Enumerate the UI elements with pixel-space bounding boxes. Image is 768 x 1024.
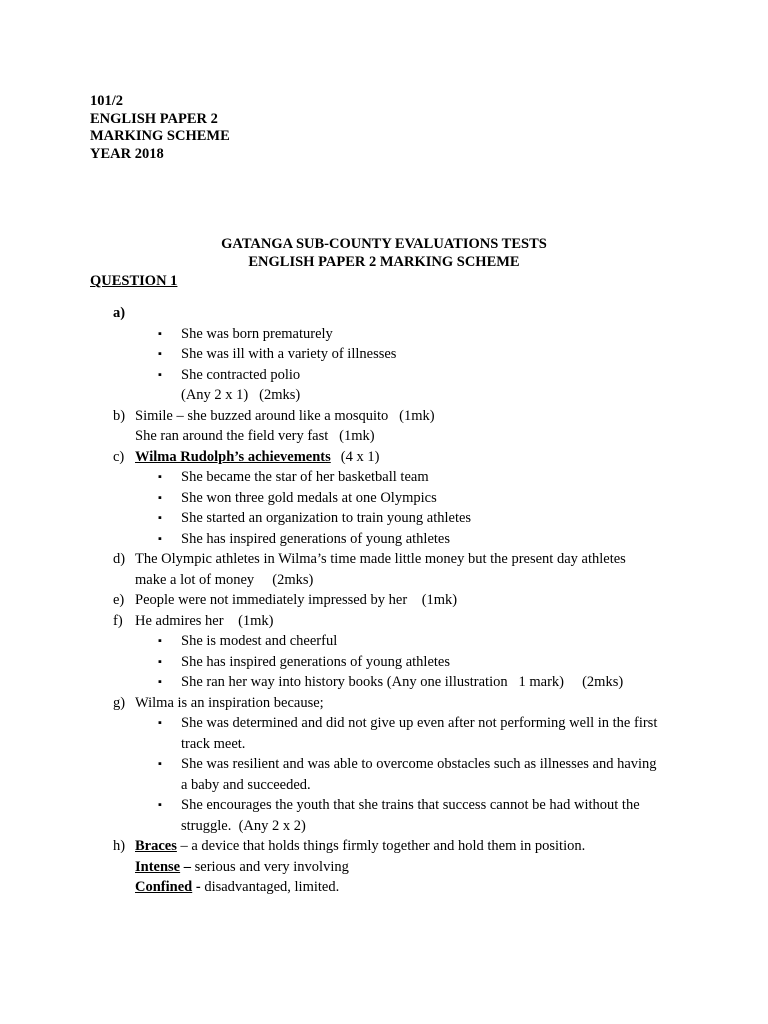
- bullet-icon: ▪: [158, 676, 162, 688]
- vocab-definition: serious and very involving: [191, 858, 349, 875]
- bullet-icon: ▪: [158, 368, 162, 381]
- separator: –: [180, 858, 191, 875]
- list-item: [0, 672, 768, 693]
- item-label: d): [113, 551, 126, 567]
- item-e: [0, 590, 768, 611]
- item-b: [0, 406, 768, 427]
- list-item: [0, 324, 768, 345]
- document-header: [90, 93, 230, 163]
- item-c: [0, 447, 768, 468]
- bullet-icon: ▪: [158, 348, 162, 360]
- separator: -: [192, 879, 201, 895]
- bullet-text: She has inspired generations of young athletes: [181, 530, 450, 547]
- list-item: [0, 652, 768, 673]
- item-f: [0, 611, 768, 632]
- list-item: [0, 467, 768, 488]
- item-b-continued: [0, 426, 768, 447]
- year-label: YEAR 2018: [90, 145, 164, 162]
- bullet-text: She encourages the youth that she trains that success cannot be had without the: [181, 797, 640, 813]
- bullet-icon: ▪: [158, 717, 162, 729]
- item-label: f): [113, 612, 123, 629]
- item-text: Simile – she buzzed around like a mosquito (1mk): [135, 407, 435, 424]
- bullet-text: She is modest and cheerful: [181, 633, 338, 649]
- item-h-continued: [0, 877, 768, 898]
- list-item: [0, 344, 768, 365]
- vocab-word: Braces: [135, 838, 177, 854]
- item-text: Wilma is an inspiration because;: [135, 694, 324, 711]
- bullet-text: a baby and succeeded.: [181, 776, 311, 793]
- paper-name: ENGLISH PAPER 2: [90, 110, 218, 127]
- definition: [135, 857, 349, 878]
- item-a: [0, 303, 768, 324]
- list-item-continued: [0, 816, 768, 837]
- item-label: e): [113, 592, 125, 608]
- bullet-text: She won three gold medals at one Olympics: [181, 489, 437, 506]
- document-title: [0, 236, 768, 271]
- list-item-continued: [0, 775, 768, 796]
- definition: [135, 877, 339, 898]
- bullet-icon: ▪: [158, 491, 162, 504]
- item-text: He admires her (1mk): [135, 612, 274, 629]
- item-label: b): [113, 407, 126, 424]
- bullet-text: She started an organization to train young athletes: [181, 510, 472, 526]
- bullet-text: She was born prematurely: [181, 325, 333, 342]
- marks-text: (4 x 1): [340, 448, 380, 465]
- section-heading: Wilma Rudolph’s achievements: [135, 448, 331, 465]
- item-h: [0, 836, 768, 857]
- item-d: [0, 549, 768, 570]
- item-text: She ran around the field very fast (1mk): [135, 428, 375, 444]
- bullet-icon: ▪: [158, 758, 162, 770]
- question-heading: QUESTION 1: [90, 273, 178, 289]
- item-label: a): [113, 305, 126, 321]
- bullet-text: She has inspired generations of young athletes: [181, 653, 450, 670]
- list-item: [0, 754, 768, 775]
- list-item: [0, 713, 768, 734]
- separator: –: [176, 838, 188, 854]
- item-text: People were not immediately impressed by her (1mk): [135, 592, 458, 608]
- bullet-icon: ▪: [158, 532, 162, 545]
- bullet-text: She was determined and did not give up even after not performing well in the first: [181, 715, 658, 731]
- bullet-icon: ▪: [158, 635, 162, 647]
- bullet-text: She ran her way into history books (Any one illustration 1 mark) (2mks): [181, 674, 624, 690]
- vocab-definition: a device that holds things firmly together and hold them in position.: [187, 838, 586, 854]
- bullet-icon: ▪: [158, 471, 162, 483]
- paper-code: 101/2: [90, 93, 124, 109]
- vocab-word: Confined: [135, 879, 193, 895]
- list-item-continued: [0, 734, 768, 755]
- item-label: c): [113, 448, 125, 465]
- bullet-text: She was resilient and was able to overcome obstacles such as illnesses and having: [181, 756, 657, 772]
- answers: [0, 303, 768, 898]
- title-line-2: ENGLISH PAPER 2 MARKING SCHEME: [248, 253, 520, 270]
- list-item: [0, 488, 768, 509]
- list-item: [0, 795, 768, 816]
- bullet-text: She became the star of her basketball team: [181, 469, 429, 485]
- list-item: [0, 365, 768, 386]
- item-label: h): [113, 838, 126, 854]
- vocab-word: Intense: [135, 858, 181, 875]
- bullet-icon: ▪: [158, 512, 162, 524]
- scheme-label: MARKING SCHEME: [90, 128, 230, 144]
- bullet-icon: ▪: [158, 799, 162, 811]
- item-label: g): [113, 694, 126, 711]
- bullet-text: She contracted polio: [181, 366, 301, 383]
- marks-line: [0, 385, 768, 406]
- marks-text: (Any 2 x 1) (2mks): [181, 387, 301, 403]
- definition: [135, 836, 585, 857]
- vocab-definition: disadvantaged, limited.: [200, 879, 340, 895]
- item-text: The Olympic athletes in Wilma’s time made little money but the present day athletes: [135, 551, 626, 567]
- bullet-text: track meet.: [181, 735, 246, 752]
- bullet-text: She was ill with a variety of illnesses: [181, 346, 397, 362]
- item-text: make a lot of money (2mks): [135, 571, 314, 588]
- bullet-text: struggle. (Any 2 x 2): [181, 817, 306, 834]
- item-h-continued: [0, 857, 768, 878]
- title-line-1: GATANGA SUB-COUNTY EVALUATIONS TESTS: [221, 236, 547, 252]
- item-d-continued: [0, 570, 768, 591]
- item-g: [0, 693, 768, 714]
- bullet-icon: ▪: [158, 655, 162, 668]
- list-item: [0, 631, 768, 652]
- list-item: [0, 529, 768, 550]
- bullet-icon: ▪: [158, 327, 162, 340]
- list-item: [0, 508, 768, 529]
